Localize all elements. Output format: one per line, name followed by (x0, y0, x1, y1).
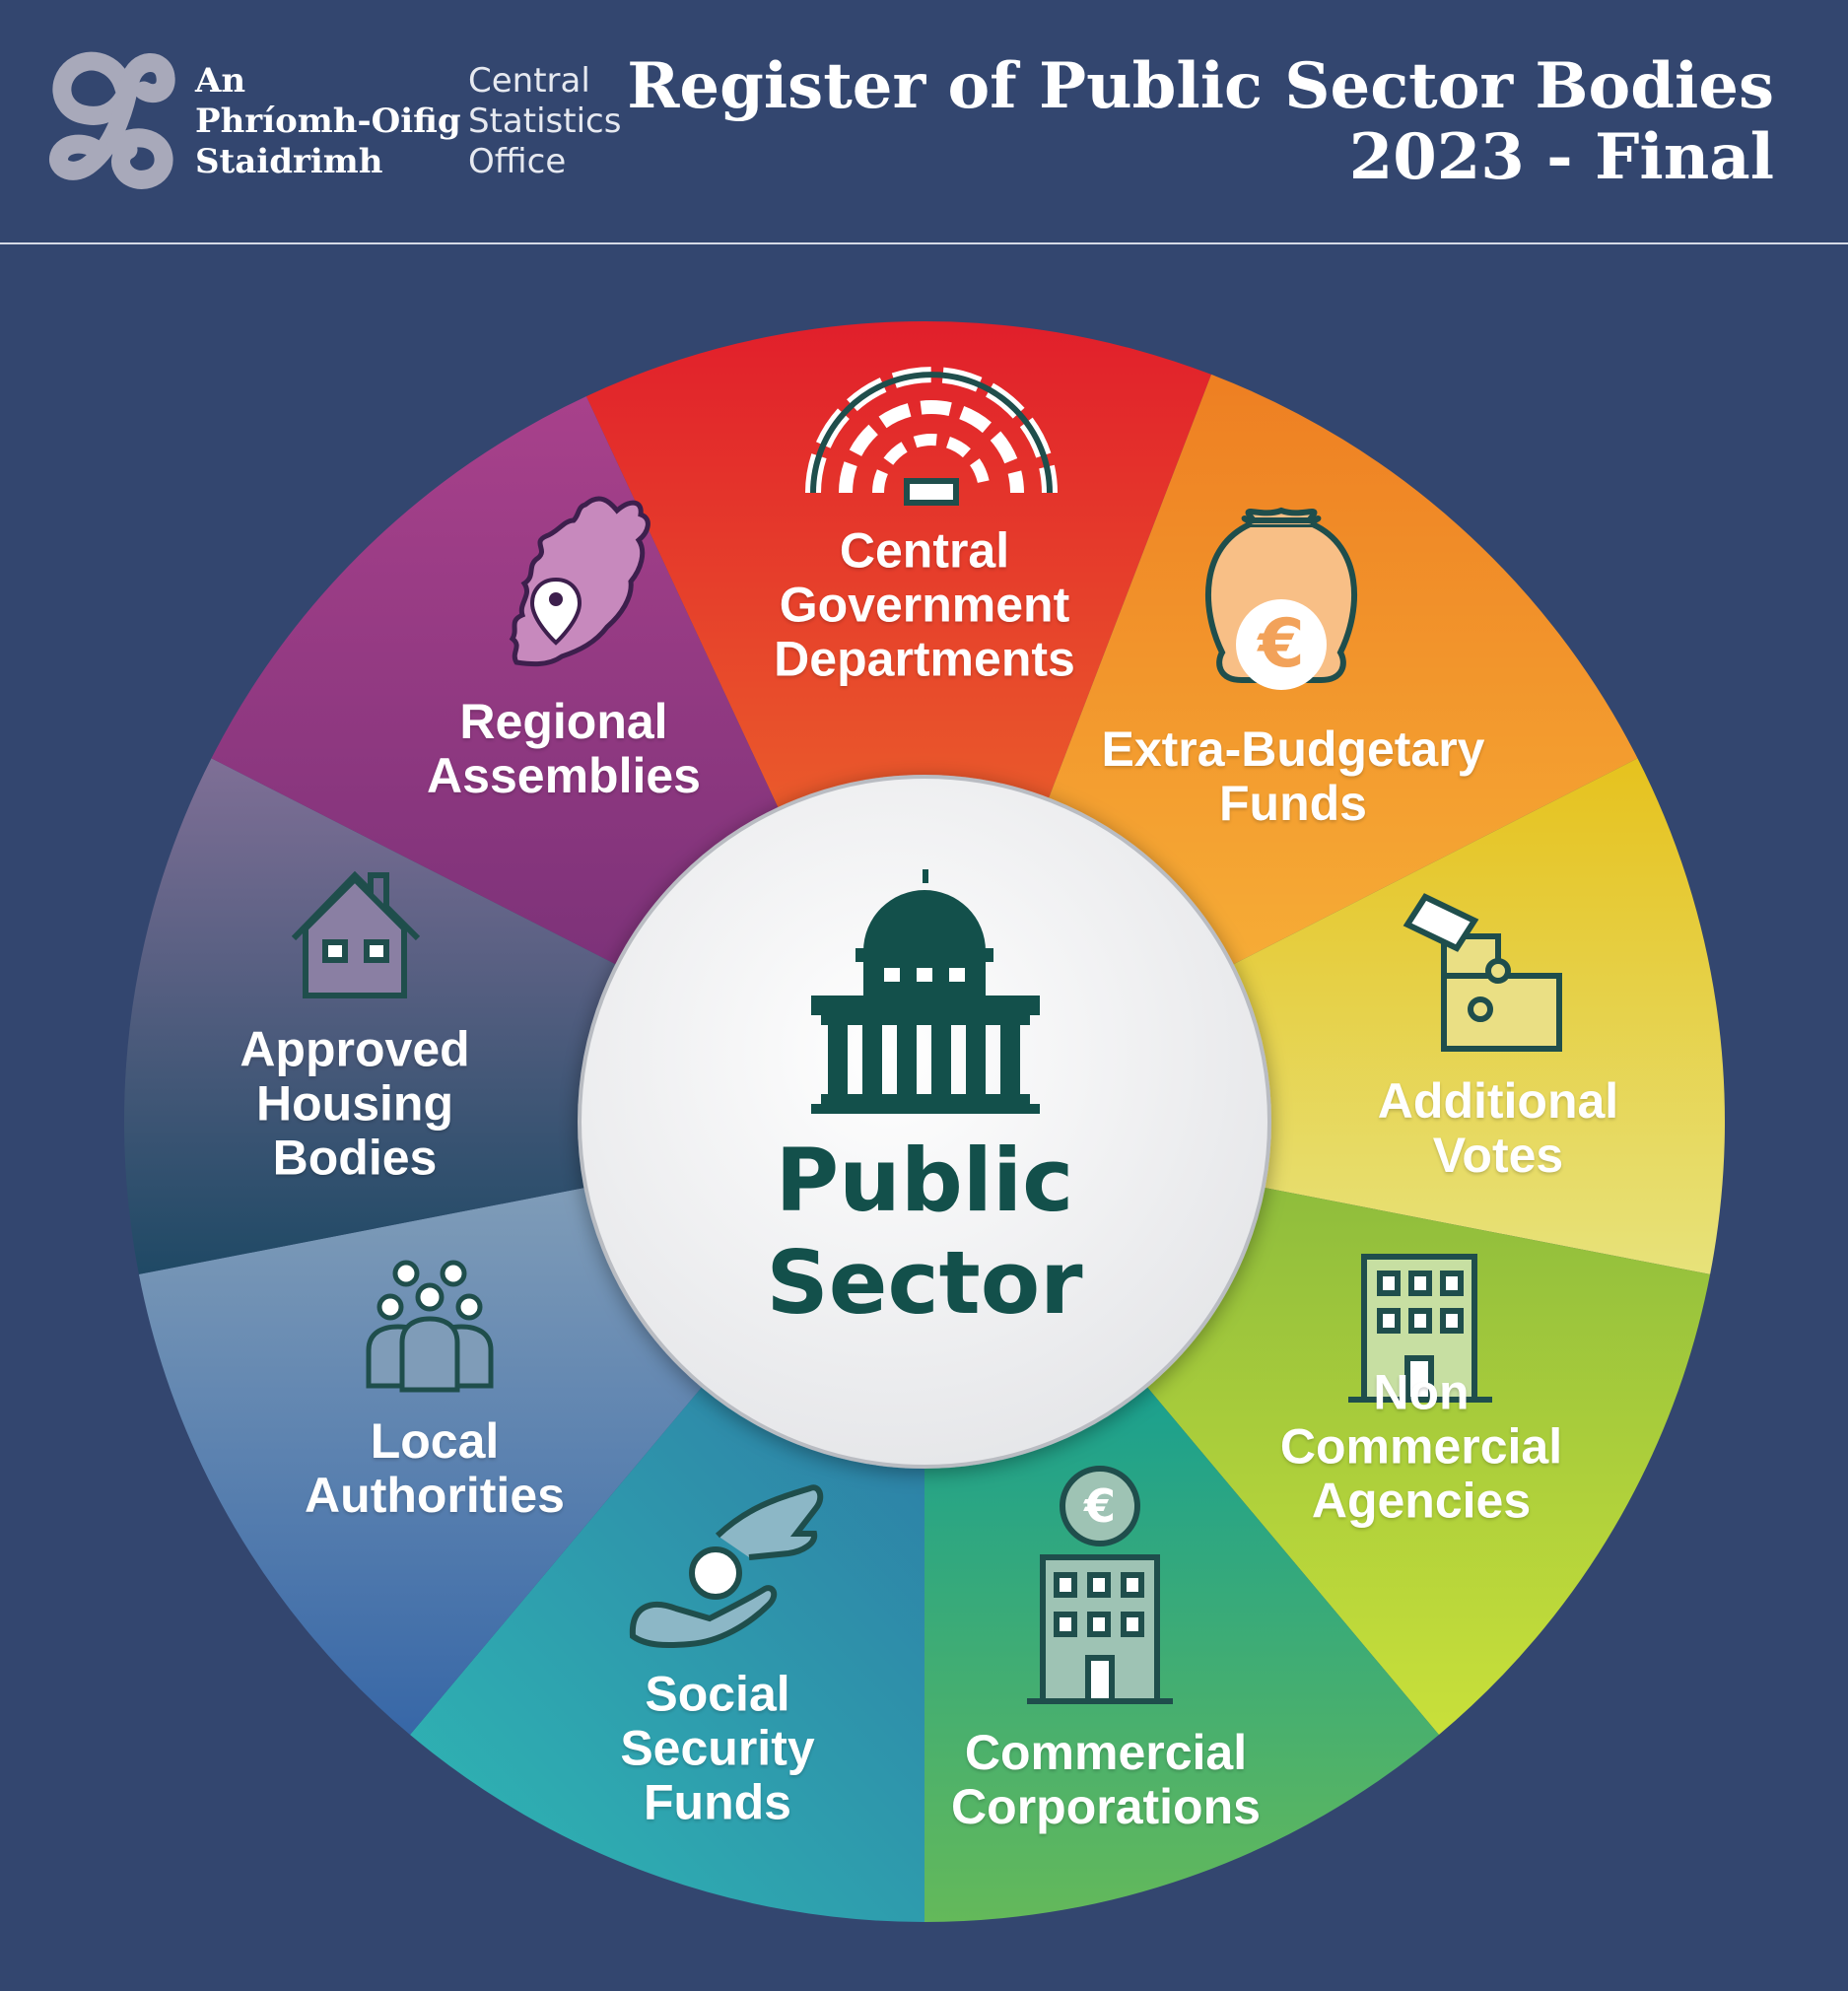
center-label (766, 1130, 1082, 1335)
segment-label (1378, 1074, 1618, 1183)
segment-label-line: Commercial (964, 1725, 1248, 1780)
segment-label-line: Extra-Budgetary (1101, 721, 1485, 777)
segment-label (1102, 722, 1485, 831)
brand-ga-line: An (195, 61, 246, 101)
segment-label (774, 524, 1075, 687)
segment-label-line: Corporations (951, 1779, 1261, 1834)
brand-ga-line: Staidrimh (195, 142, 383, 181)
segment-label-line: Security (620, 1720, 815, 1776)
segment-label-line: Assemblies (427, 748, 701, 803)
segment-label-line: Housing (256, 1075, 453, 1132)
segment-label (951, 1726, 1261, 1834)
brand-en-line: Statistics (468, 102, 622, 141)
segment-label-line: Authorities (305, 1468, 565, 1523)
segment-label-line: Agencies (1311, 1473, 1532, 1529)
center-label-line: Public (775, 1130, 1074, 1231)
segment-label-line: Departments (774, 631, 1075, 687)
segment-label-line: Government (779, 577, 1070, 633)
segment-label-line: Commercial (1279, 1418, 1563, 1475)
segment-label (305, 1414, 565, 1523)
segment-label (240, 1023, 469, 1186)
segment-label-line: Funds (644, 1774, 791, 1830)
segment-label-line: Additional (1377, 1073, 1619, 1129)
brand-en-line: Office (468, 142, 567, 181)
segment-label-line: Central (839, 522, 1010, 579)
svg-text:€: € (1083, 1479, 1117, 1533)
svg-text:€: € (1258, 605, 1305, 683)
brand-ga-line: Phríomh-Oifig (195, 102, 461, 141)
segment-label (427, 695, 701, 803)
segment-label-line: Social (645, 1666, 790, 1722)
center-label-line: Sector (766, 1232, 1083, 1334)
title-line: Register of Public Sector Bodies (627, 49, 1774, 123)
segment-label-line: Non (1373, 1364, 1470, 1420)
segment-label-line: Bodies (272, 1130, 438, 1186)
segment-label-line: Regional (459, 694, 668, 749)
segment-label-line: Approved (240, 1021, 470, 1077)
segment-label-line: Funds (1219, 776, 1367, 831)
segment-label-line: Votes (1432, 1128, 1564, 1183)
segment-label (1280, 1366, 1562, 1529)
segment-label-line: Local (370, 1413, 500, 1469)
title-line: 2023 - Final (1348, 120, 1774, 194)
segment-label (620, 1668, 814, 1830)
brand-en-line: Central (468, 61, 590, 101)
euro-money-bag-icon (1208, 511, 1354, 690)
